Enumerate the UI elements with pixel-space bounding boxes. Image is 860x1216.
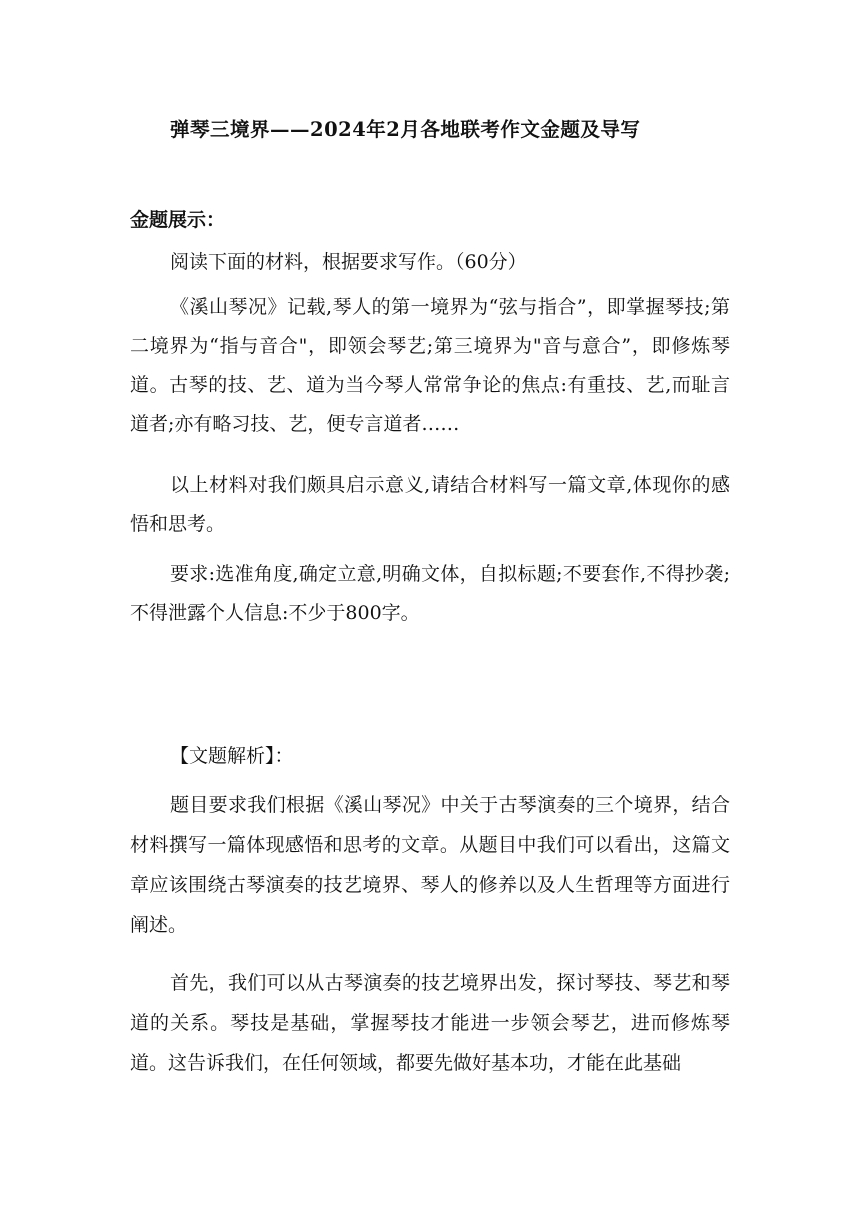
task-paragraph: 以上材料对我们颇具启示意义,请结合材料写一篇文章,体现你的感悟和思考。	[130, 474, 730, 535]
instruction-paragraph: 阅读下面的材料，根据要求写作。（60分）	[170, 251, 527, 273]
analysis-paragraph: 首先，我们可以从古琴演奏的技艺境界出发，探讨琴技、琴艺和琴道的关系。琴技是基础，掌握琴技才能进一步领会琴艺，进而修炼琴道。这告诉我们，在任何领域，都要先做好基本功，才能在此基础	[130, 972, 730, 1074]
prompt-section-heading: 金题展示：	[130, 209, 226, 231]
material-paragraph: 《溪山琴况》记载,琴人的第一境界为“弦与指合”，即掌握琴技;第二境界为“指与音合"，即领会琴艺;第三境界为"音与意合”，即修炼琴道。古琴的技、艺、道为当今琴人常常争论的焦点:有重技、艺,而耻言道者;亦有略习技、艺，便专言道者……	[130, 296, 730, 435]
document-title: 弹琴三境界——2024年2月各地联考作文金题及导写	[170, 118, 641, 141]
analysis-paragraph: 题目要求我们根据《溪山琴况》中关于古琴演奏的三个境界，结合材料撰写一篇体现感悟和思考的文章。从题目中我们可以看出，这篇文章应该围绕古琴演奏的技艺境界、琴人的修养以及人生哲理等方面进行阐述。	[130, 794, 730, 936]
requirements-paragraph: 要求:选准角度,确定立意,明确文体，自拟标题;不要套作,不得抄袭;不得泄露个人信息:不少于800字。	[130, 563, 730, 624]
analysis-heading: 【文题解析】：	[170, 745, 294, 767]
